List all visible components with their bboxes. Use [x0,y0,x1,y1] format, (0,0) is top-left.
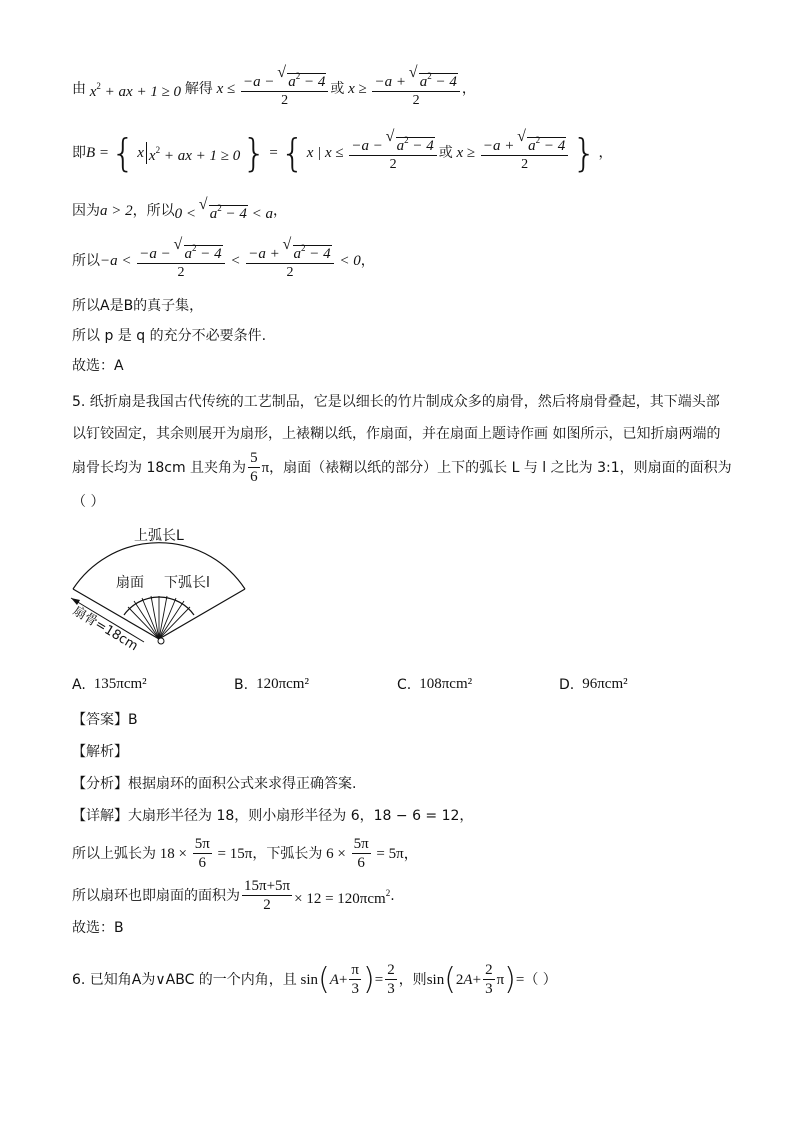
detail-line: 【详解】大扇形半径为 18，则小扇形半径为 6，18 − 6 = 12， [72,808,474,824]
text: 所以扇环也即扇面的面积为 [72,887,240,904]
text: . [390,887,395,904]
text: 或 [330,80,345,97]
option-value: 96πcm² [582,676,628,692]
option-a[interactable] [72,676,147,693]
text: ，下弧长为 [252,845,323,862]
solution-line-4: 所以 −a < $\frac{-a - √ a^2 - 4}{2}$ < $\frac{-a + √ a^2 - 4}{2}$ < 0 ， [72,240,375,281]
option-b[interactable] [234,676,309,693]
solution-line-2: 即 B = { x $x^2$ + ax + 1 ≥ 0 } = { x | x ≤ $\frac{-a - √ a^2 - 4}{2}$ 或 x ≥ $\frac{-a + √ a^2 - 4}{2}$ } ， [72,132,612,173]
option-letter: C. [397,676,412,693]
solution-line-3: 因为 a > 2 ，所以 0 < √ $a^2 - 4 < a$ ， [72,198,287,224]
text: ， [461,80,476,97]
fraction: $\frac{-a - √ a^2 - 4}{2}$ [137,240,224,281]
option-value: 108πcm² [419,676,473,692]
upper-arc [73,543,245,589]
option-letter: D. [559,676,575,693]
q6-line: 6. 已知角A为∨ABC 的一个内角，且 sin ( A + $\frac{\pi}{3}$ ) = $\frac{2}{3}$ ，则 sin ( 2 A + $\frac{2}{3}$ π ) = （ ） [72,961,557,997]
fan-face-label: 扇面 [116,575,144,591]
text: ，则 [398,971,427,988]
fraction: $\frac{2}{3}$ [485,962,493,997]
solution-line-6: 所以 p 是 q 的充分不必要条件. [72,328,267,344]
text: ，扇面（裱糊以纸的部分）上下的弧长 L 与 l 之比为 3:1，则扇面的面积为 [269,459,732,476]
analysis-heading: 【解析】 [72,744,128,760]
text: 所以上弧长为 [72,845,156,862]
fraction: $\frac{-a - √ a^2 - 4}{2}$ [241,68,328,109]
fraction: $\frac{5\pi}{6}$ [353,836,369,871]
fraction: $\frac{-a + √ a^2 - 4}{2}$ [372,68,459,109]
lower-arc-label: 下弧长l [164,575,210,591]
text: 即 [72,144,86,161]
fenxi-line: 【分析】根据扇环的面积公式来求得正确答案. [72,776,357,792]
option-c[interactable] [397,676,472,693]
fraction: $\frac{15\pi+5\pi}{2}$ [244,878,291,913]
area-line: 所以扇环也即扇面的面积为 $\frac{15\pi+5\pi}{2}$ × 12 = 120πcm$^2$ . [72,878,395,913]
solution-line-7: 故选：A [72,358,124,374]
option-value: 120πcm² [256,676,309,692]
fan-diagram [68,518,258,658]
fraction: $\frac{-a + √ a^2 - 4}{2}$ [246,240,333,281]
text: ， [273,203,287,219]
text: 扇骨长均为 18cm 且夹角为 [72,459,247,476]
choose-b-line: 故选：B [72,920,124,936]
text: 所以 [72,252,100,269]
q5-line-1: 5. 纸折扇是我国古代传统的工艺制品，它是以细长的竹片制成众多的扇骨，然后将扇骨叠起，其下端头部 [72,394,720,410]
answer-line: 【答案】B [72,712,138,728]
text: ， [598,144,613,161]
q5-line-4: （ ） [72,494,105,510]
text: 或 [438,144,453,161]
option-value: 135πcm² [93,676,147,692]
text: 解得 [184,80,213,97]
text: ， [360,252,375,269]
text: 由 [72,80,86,97]
text: （ ） [524,971,557,988]
text: 因为 [72,203,100,219]
fraction: $\frac{5\pi}{6}$ [194,836,210,871]
upper-arc-label: 上弧长L [134,528,184,544]
q5-line-3: 扇骨长均为 18cm 且夹角为 $\frac{5}{6}$ π ，扇面（裱糊以纸的部分）上下的弧长 L 与 l 之比为 3:1，则扇面的面积为 [72,450,732,485]
pivot-rivet [158,638,164,644]
arc-length-line: 所以上弧长为 18 × $\frac{5\pi}{6}$ = 15π ，下弧长为 6 × $\frac{5\pi}{6}$ = 5π， [72,836,419,871]
option-letter: A. [72,676,86,693]
fraction: $\frac{2}{3}$ [387,962,395,997]
fraction: $\frac{-a + √ a^2 - 4}{2}$ [481,132,568,173]
solution-line-1: 由 $x^2$ + ax + 1 ≥ 0 解得 x ≤ $\frac{-a - √ a^2 - 4}{2}$ 或 x ≥ $\frac{-a + √ a^2 - 4}{2}$ ， [72,68,476,109]
solution-line-5: 所以A是B的真子集， [72,298,204,314]
rib-length-label: 扇骨=18cm [69,603,141,655]
text: 6. 已知角A为∨ABC 的一个内角，且 [72,971,297,988]
option-letter: B. [234,676,249,693]
option-d[interactable] [559,676,628,693]
fraction: $\frac{5}{6}$ [250,450,258,485]
fraction: $\frac{\pi}{3}$ [351,962,359,997]
fraction: $\frac{-a - √ a^2 - 4}{2}$ [349,132,436,173]
answer-options [72,676,752,698]
text: ，所以 [132,203,175,219]
q5-line-2: 以钉铰固定，其余则展开为扇形，上裱糊以纸，作扇面，并在扇面上题诗作画 如图所示，已知折扇两端的 [72,426,721,442]
